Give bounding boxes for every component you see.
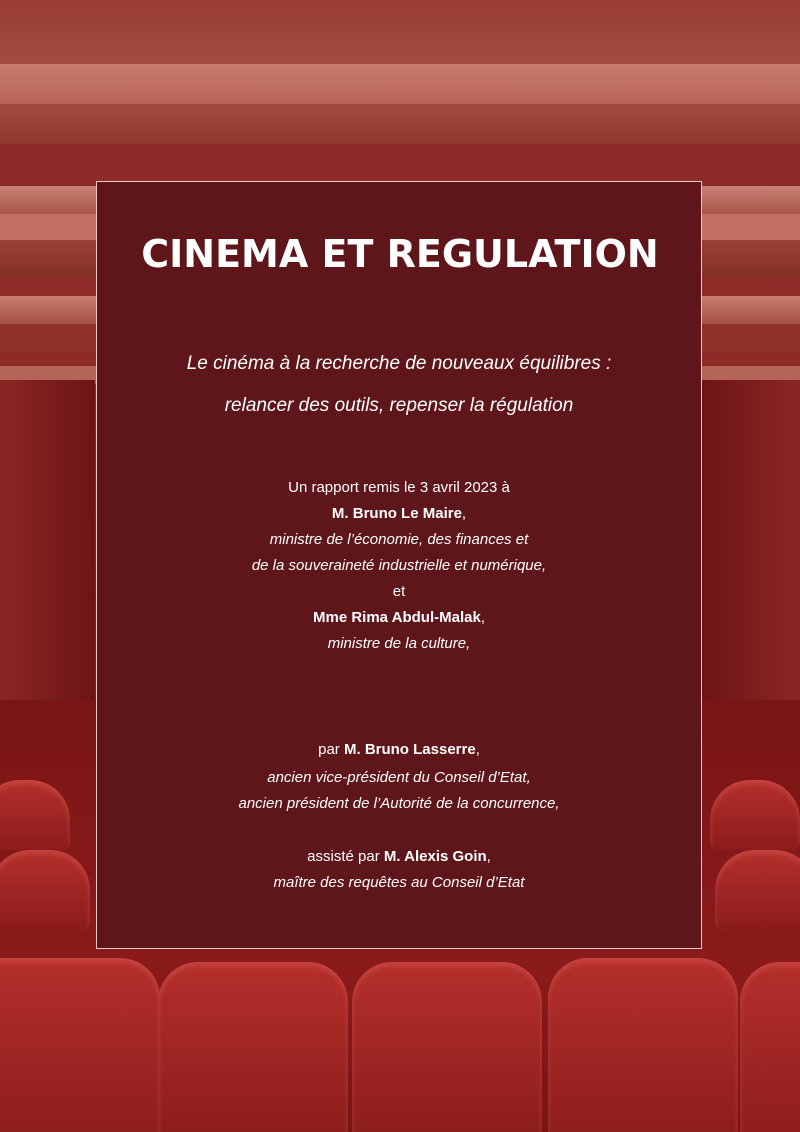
author-prefix: par	[318, 741, 340, 758]
assistant-prefix: assisté par	[307, 848, 380, 865]
seat	[715, 850, 800, 930]
seat	[0, 780, 70, 850]
author-name: M. Bruno Lasserre	[343, 741, 476, 758]
recipient-1-name: M. Bruno Le Maire	[331, 505, 462, 522]
ceiling-band	[0, 0, 800, 64]
comma: ,	[461, 505, 467, 522]
comma: ,	[480, 609, 485, 626]
author	[96, 740, 702, 760]
recipient-2-name: Mme Rima Abdul-Malak	[313, 609, 481, 626]
subtitle-line-1: Le cinéma à la recherche de nouveaux équilibres :	[186, 353, 612, 374]
comma: ,	[486, 848, 491, 865]
ceiling-band	[0, 104, 800, 144]
seat	[548, 958, 738, 1132]
seat	[710, 780, 800, 850]
seat	[740, 962, 800, 1132]
recipient-1-title-line-2: de la souveraineté industrielle et numérique,	[251, 557, 547, 574]
seat	[158, 962, 348, 1132]
wall-left	[0, 380, 95, 740]
seat	[352, 962, 542, 1132]
recipient-1	[96, 504, 702, 524]
assistant-name: M. Alexis Goin	[383, 848, 487, 865]
conjunction: et	[392, 583, 406, 600]
assistant	[96, 847, 702, 867]
recipient-2	[96, 608, 702, 628]
recipient-2-title: ministre de la culture,	[327, 635, 471, 652]
seat	[0, 850, 90, 930]
author-title-line-1: ancien vice-président du Conseil d’Etat,	[267, 769, 531, 786]
wall-right	[700, 380, 800, 740]
document-title: CINEMA ET REGULATION	[141, 232, 659, 276]
recipient-1-title-line-1: ministre de l’économie, des finances et	[269, 531, 529, 548]
seat	[0, 958, 160, 1132]
ceiling-band	[0, 64, 800, 104]
author-title-line-2: ancien président de l’Autorité de la concurrence,	[238, 795, 560, 812]
assistant-title: maître des requêtes au Conseil d’Etat	[273, 874, 525, 891]
subtitle-line-2: relancer des outils, repenser la régulation	[224, 395, 574, 416]
report-intro: Un rapport remis le 3 avril 2023 à	[288, 479, 510, 496]
comma: ,	[475, 741, 480, 758]
